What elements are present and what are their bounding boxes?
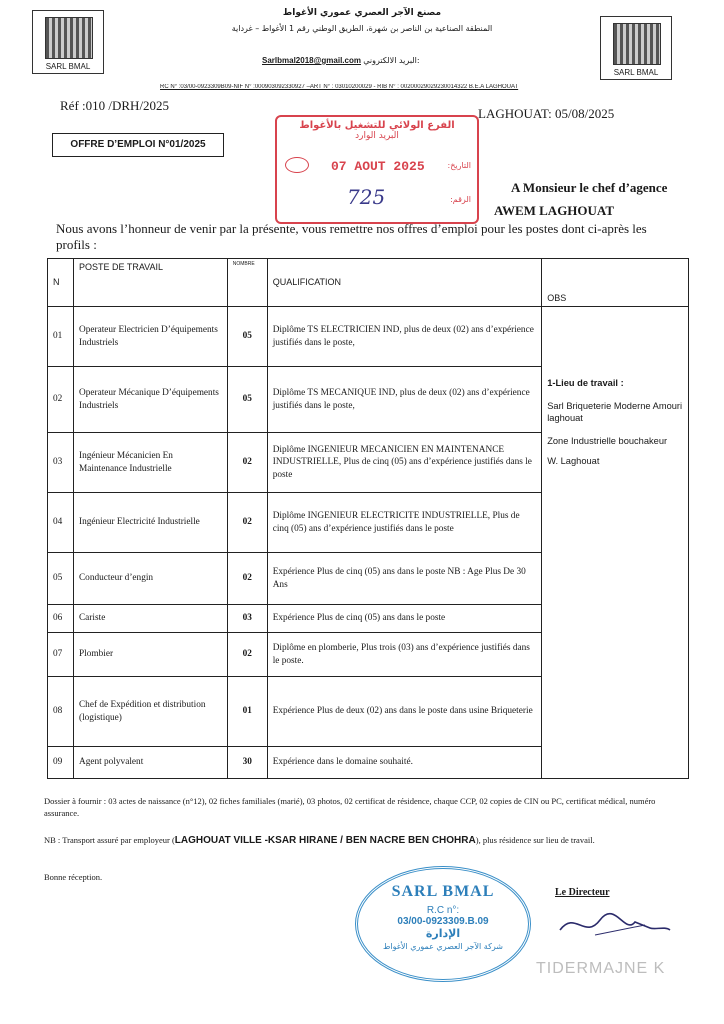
- seal-rc-label: R.C n°:: [426, 905, 460, 916]
- cell-poste: Operateur Mécanique D’équipements Industriels: [73, 367, 227, 433]
- seal-admin: الإدارة: [425, 927, 461, 940]
- cell-nombre: 05: [227, 367, 267, 433]
- cell-qualification: Diplôme TS ELECTRICIEN IND, plus de deux (02) ans d’expérience justifiés dans le poste,: [267, 307, 541, 367]
- email: Sarlbmal2018@gmail.com: [262, 56, 361, 65]
- cell-poste: Ingénieur Electricité Industrielle: [73, 493, 227, 553]
- handwritten-signature-icon: [555, 900, 675, 945]
- cell-poste: Chef de Expédition et distribution (logistique): [73, 677, 227, 747]
- logo-caption-left: SARL BMAL: [45, 62, 91, 71]
- header-poste: POSTE DE TRAVAIL: [73, 259, 227, 307]
- seal-rc: 03/00-0923309.B.09: [397, 916, 489, 927]
- cell-qualification: Expérience dans le domaine souhaité.: [267, 747, 541, 779]
- nb-suffix: ), plus résidence sur lieu de travail.: [475, 835, 595, 845]
- building-icon: [45, 17, 93, 59]
- job-table: [47, 258, 689, 779]
- obs-lieu-2: Zone Industrielle bouchakeur: [547, 435, 668, 446]
- stamp-number-label: الرقم:: [450, 195, 471, 204]
- header-nombre: NOMBRE: [227, 259, 267, 307]
- cell-poste: Plombier: [73, 633, 227, 677]
- cell-poste: Cariste: [73, 605, 227, 633]
- company-seal: [355, 866, 531, 982]
- cell-n: 02: [48, 367, 74, 433]
- cell-nombre: 30: [227, 747, 267, 779]
- signature-name: TIDERMAJNE K: [536, 960, 666, 977]
- stamp-date-label: التاريخ:: [447, 161, 471, 170]
- cell-qualification: Diplôme en plomberie, Plus trois (03) ans d’expérience justifiés dans le poste.: [267, 633, 541, 677]
- cell-poste: Ingénieur Mécanicien En Maintenance Industrielle: [73, 433, 227, 493]
- stamp-line1: الفرع الولائي للتشغيل بالأغواط: [299, 120, 455, 131]
- cell-nombre: 02: [227, 493, 267, 553]
- building-icon: [613, 23, 661, 65]
- obs-lieu-1: Sarl Briqueterie Moderne Amouri laghouat: [547, 400, 683, 424]
- cell-nombre: 05: [227, 307, 267, 367]
- cell-n: 03: [48, 433, 74, 493]
- email-line: [262, 56, 420, 65]
- dossier-text: [44, 796, 684, 820]
- recipient-line2: AWEM LAGHOUAT: [494, 203, 615, 218]
- cell-poste: Conducteur d’engin: [73, 553, 227, 605]
- nb-text: [44, 834, 684, 848]
- registry-line: RC N° :03/00-0923309B09-NIF N° :000903092330927 –ART N° : 03010200029 - RIB N° : 00200029029230014322 B.E.A LAGHOUAT: [160, 84, 519, 90]
- obs-lieu-label: 1-Lieu de travail :: [547, 378, 624, 389]
- logo-caption-right: SARL BMAL: [613, 68, 659, 77]
- cell-n: 08: [48, 677, 74, 747]
- company-name-ar: مصنع الآجر العصري عموري الأغواط: [282, 8, 442, 18]
- cell-nombre: 02: [227, 553, 267, 605]
- cell-nombre: 03: [227, 605, 267, 633]
- cell-n: 05: [48, 553, 74, 605]
- header-n: N: [48, 259, 74, 307]
- header-qualification: QUALIFICATION: [267, 259, 541, 307]
- intro-text: Nous avons l’honneur de venir par la présente, vous remettre nos offres d’emploi pour les postes dont ci-après les profils :: [56, 221, 647, 253]
- header-obs: OBS: [542, 259, 689, 307]
- reference: Réf :010 /DRH/2025: [60, 98, 170, 113]
- cell-n: 01: [48, 307, 74, 367]
- cell-nombre: 02: [227, 633, 267, 677]
- closing: Bonne réception.: [44, 872, 103, 882]
- cell-qualification: Diplôme TS MECANIQUE IND, plus de deux (02) ans d’expérience justifiés dans le poste,: [267, 367, 541, 433]
- company-address-ar: المنطقة الصناعية بن الناصر بن شهرة، الطريق الوطني رقم 1 الأغواط – غرداية: [231, 24, 493, 33]
- cell-n: 09: [48, 747, 74, 779]
- cell-qualification: Diplôme INGENIEUR MECANICIEN EN MAINTENANCE INDUSTRIELLE, Plus de cinq (05) ans d’expérience justifiés dans le poste: [267, 433, 541, 493]
- place-date: LAGHOUAT: 05/08/2025: [478, 106, 615, 121]
- dossier: Dossier à fournir : 03 actes de naissance (n°12), 02 fiches familiales (marié), 03 photos, 02 certificat de résidence, chaque CCP, 02 copies de CIN ou PC, certificat médical, numéro assurance.: [44, 796, 656, 818]
- table-header-row: [48, 259, 689, 307]
- cell-poste: Operateur Electricien D’équipements Industriels: [73, 307, 227, 367]
- obs-lieu-3: W. Laghouat: [547, 456, 600, 467]
- company-logo-left: [32, 10, 104, 74]
- cell-n: 07: [48, 633, 74, 677]
- table-row: [48, 307, 689, 367]
- cell-poste: Agent polyvalent: [73, 747, 227, 779]
- recipient-line1: A Monsieur le chef d’agence: [511, 180, 668, 195]
- cell-qualification: Expérience Plus de deux (02) ans dans le poste dans usine Briqueterie: [267, 677, 541, 747]
- nb-bold: LAGHOUAT VILLE -KSAR HIRANE / BEN NACRE BEN CHOHRA: [174, 835, 476, 846]
- seal-ring-text: شركة الآجر العصري عموري الأغواط: [382, 942, 504, 951]
- cell-qualification: Diplôme INGENIEUR ELECTRICITE INDUSTRIELLE, Plus de cinq (05) ans d’expérience justifiés dans le poste: [267, 493, 541, 553]
- cell-nombre: 01: [227, 677, 267, 747]
- reception-stamp: [275, 115, 479, 224]
- email-label-ar: البريد الالكتروني:: [363, 56, 420, 65]
- cell-n: 04: [48, 493, 74, 553]
- cell-qualification: Expérience Plus de cinq (05) ans dans le poste NB : Age Plus De 30 Ans: [267, 553, 541, 605]
- signature-title: Le Directeur: [555, 887, 610, 898]
- cell-n: 06: [48, 605, 74, 633]
- cell-nombre: 02: [227, 433, 267, 493]
- stamp-number: 725: [347, 185, 386, 209]
- seal-name: SARL BMAL: [391, 883, 495, 900]
- obs-cell: [542, 307, 689, 779]
- stamp-date: 07 AOUT 2025: [331, 159, 425, 174]
- nb-prefix: NB : Transport assuré par employeur (: [44, 835, 175, 845]
- stamp-emblem-icon: [285, 157, 309, 173]
- offre-title: OFFRE D’EMPLOI N°01/2025: [52, 133, 224, 157]
- stamp-line2: البريد الوارد: [355, 131, 399, 141]
- company-logo-right: [600, 16, 672, 80]
- cell-qualification: Expérience Plus de cinq (05) ans dans le poste: [267, 605, 541, 633]
